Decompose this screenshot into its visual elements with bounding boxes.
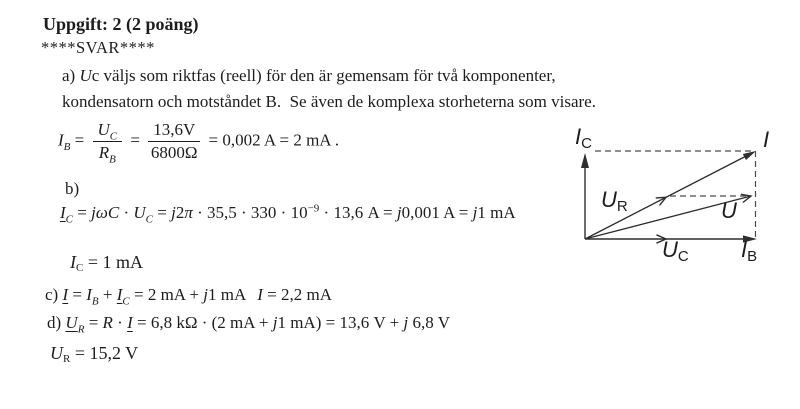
math-sub: R: [616, 198, 628, 215]
math-var: j: [403, 313, 409, 332]
math-text: = 15,2 V: [70, 343, 139, 363]
math-var: jωC: [91, 203, 120, 222]
diagram-label-u: [721, 200, 737, 222]
diagram-label-uc: [662, 237, 689, 265]
math-var: I: [575, 124, 582, 149]
math-text: · 13,6 A =: [319, 203, 397, 222]
math-op: =: [70, 130, 89, 150]
fraction-denominator: 6800Ω: [150, 143, 198, 163]
math-op: =: [152, 203, 172, 222]
math-var: I: [62, 285, 69, 304]
fraction-numerator: [93, 120, 123, 142]
math-sub: C: [677, 248, 689, 265]
answer-a-line1: c väljs som riktfas (reell) för den är gemensam för två komponenter,: [91, 66, 556, 85]
vector-i-arrowhead: [743, 151, 756, 160]
math-var: j: [472, 203, 478, 222]
math-var: I: [60, 203, 66, 222]
math-op: ·: [112, 313, 128, 332]
diagram-label-ib: [741, 237, 758, 265]
math-text: = 0,002 A = 2 mA .: [204, 130, 340, 150]
vector-ic-arrowhead: [581, 153, 589, 168]
math-sub: C: [581, 135, 592, 152]
math-text: = 2,2 mA: [262, 285, 332, 304]
math-var: U: [50, 343, 63, 363]
answer-a-line2: kondensatorn och motståndet B. Se även de komplexa storheterna som visare.: [62, 92, 596, 111]
math-sub: C: [65, 213, 74, 226]
math-text: = 6,8 kΩ · (2 mA +: [132, 313, 273, 332]
diagram-label-ic: [575, 124, 592, 152]
equation-ib: [58, 120, 340, 166]
math-var: I: [116, 285, 123, 304]
math-var: U: [97, 120, 110, 139]
equation-d: [47, 313, 450, 336]
math-text: 1 mA: [207, 285, 247, 304]
fraction-denominator: [98, 142, 116, 166]
math-var: R: [98, 143, 110, 163]
math-op: =: [126, 130, 145, 150]
equation-ur-result: [50, 343, 138, 364]
math-sub: C: [145, 213, 153, 226]
math-var: I: [763, 127, 770, 152]
math-op: =: [84, 313, 103, 332]
complex-var-underline: [65, 313, 77, 332]
math-var: j: [203, 285, 208, 304]
math-fraction: [148, 120, 200, 163]
math-text: 0,001 A =: [401, 203, 473, 222]
math-sub: B: [109, 153, 116, 166]
equation-ic-complex: [60, 202, 516, 226]
svar-marker: ****SVAR****: [41, 38, 155, 57]
math-op: =: [68, 285, 87, 304]
math-sub: B: [747, 248, 758, 265]
math-op: =: [73, 203, 92, 222]
math-var: I: [741, 237, 748, 262]
answer-a-prefix: a): [62, 66, 80, 85]
math-sub: R: [63, 353, 71, 365]
math-text: · 35,5 · 330 · 10: [192, 203, 308, 222]
math-sub: C: [76, 262, 84, 274]
math-sub: B: [91, 295, 99, 308]
equation-ic-result: [70, 252, 143, 273]
math-var: U: [79, 66, 92, 85]
math-text: = 1 mA: [83, 252, 143, 272]
diagram-label-ur: [601, 187, 628, 215]
fraction-numerator: 13,6V: [148, 120, 200, 142]
diagram-label-i: [763, 129, 769, 151]
math-text: 6,8 V: [408, 313, 450, 332]
math-op: ·: [119, 203, 134, 222]
answer-b-label: b): [65, 179, 80, 198]
math-var: U: [721, 198, 737, 223]
math-var: I: [58, 130, 64, 150]
math-var: I: [127, 313, 133, 332]
math-text: = 2 mA +: [129, 285, 204, 304]
math-text: 1 mA: [477, 203, 516, 222]
answer-c-prefix: c): [45, 285, 63, 304]
math-var: π: [184, 203, 193, 222]
math-var: U: [133, 203, 146, 222]
math-var: U: [601, 187, 617, 212]
math-var: j: [171, 203, 176, 222]
math-var: j: [396, 203, 402, 222]
math-text: 1 mA) = 13,6 V +: [277, 313, 404, 332]
math-var: U: [662, 237, 678, 262]
answer-a-paragraph: [62, 63, 772, 115]
math-var: I: [70, 252, 76, 272]
math-var: U: [65, 313, 78, 332]
math-fraction: [93, 120, 123, 166]
answer-d-prefix: d): [47, 313, 66, 332]
math-var: I: [257, 285, 263, 304]
math-text: 2: [175, 203, 185, 222]
math-exponent: −9: [307, 202, 320, 215]
math-sub: C: [109, 130, 118, 143]
equation-c: [45, 285, 332, 308]
math-var: I: [86, 285, 92, 304]
math-op: +: [98, 285, 117, 304]
math-sub: R: [77, 323, 85, 336]
math-sub: C: [122, 295, 130, 308]
math-sub: B: [63, 140, 71, 153]
math-var: R: [102, 313, 113, 332]
page-title: Uppgift: 2 (2 poäng): [43, 14, 199, 34]
math-var: j: [272, 313, 278, 332]
